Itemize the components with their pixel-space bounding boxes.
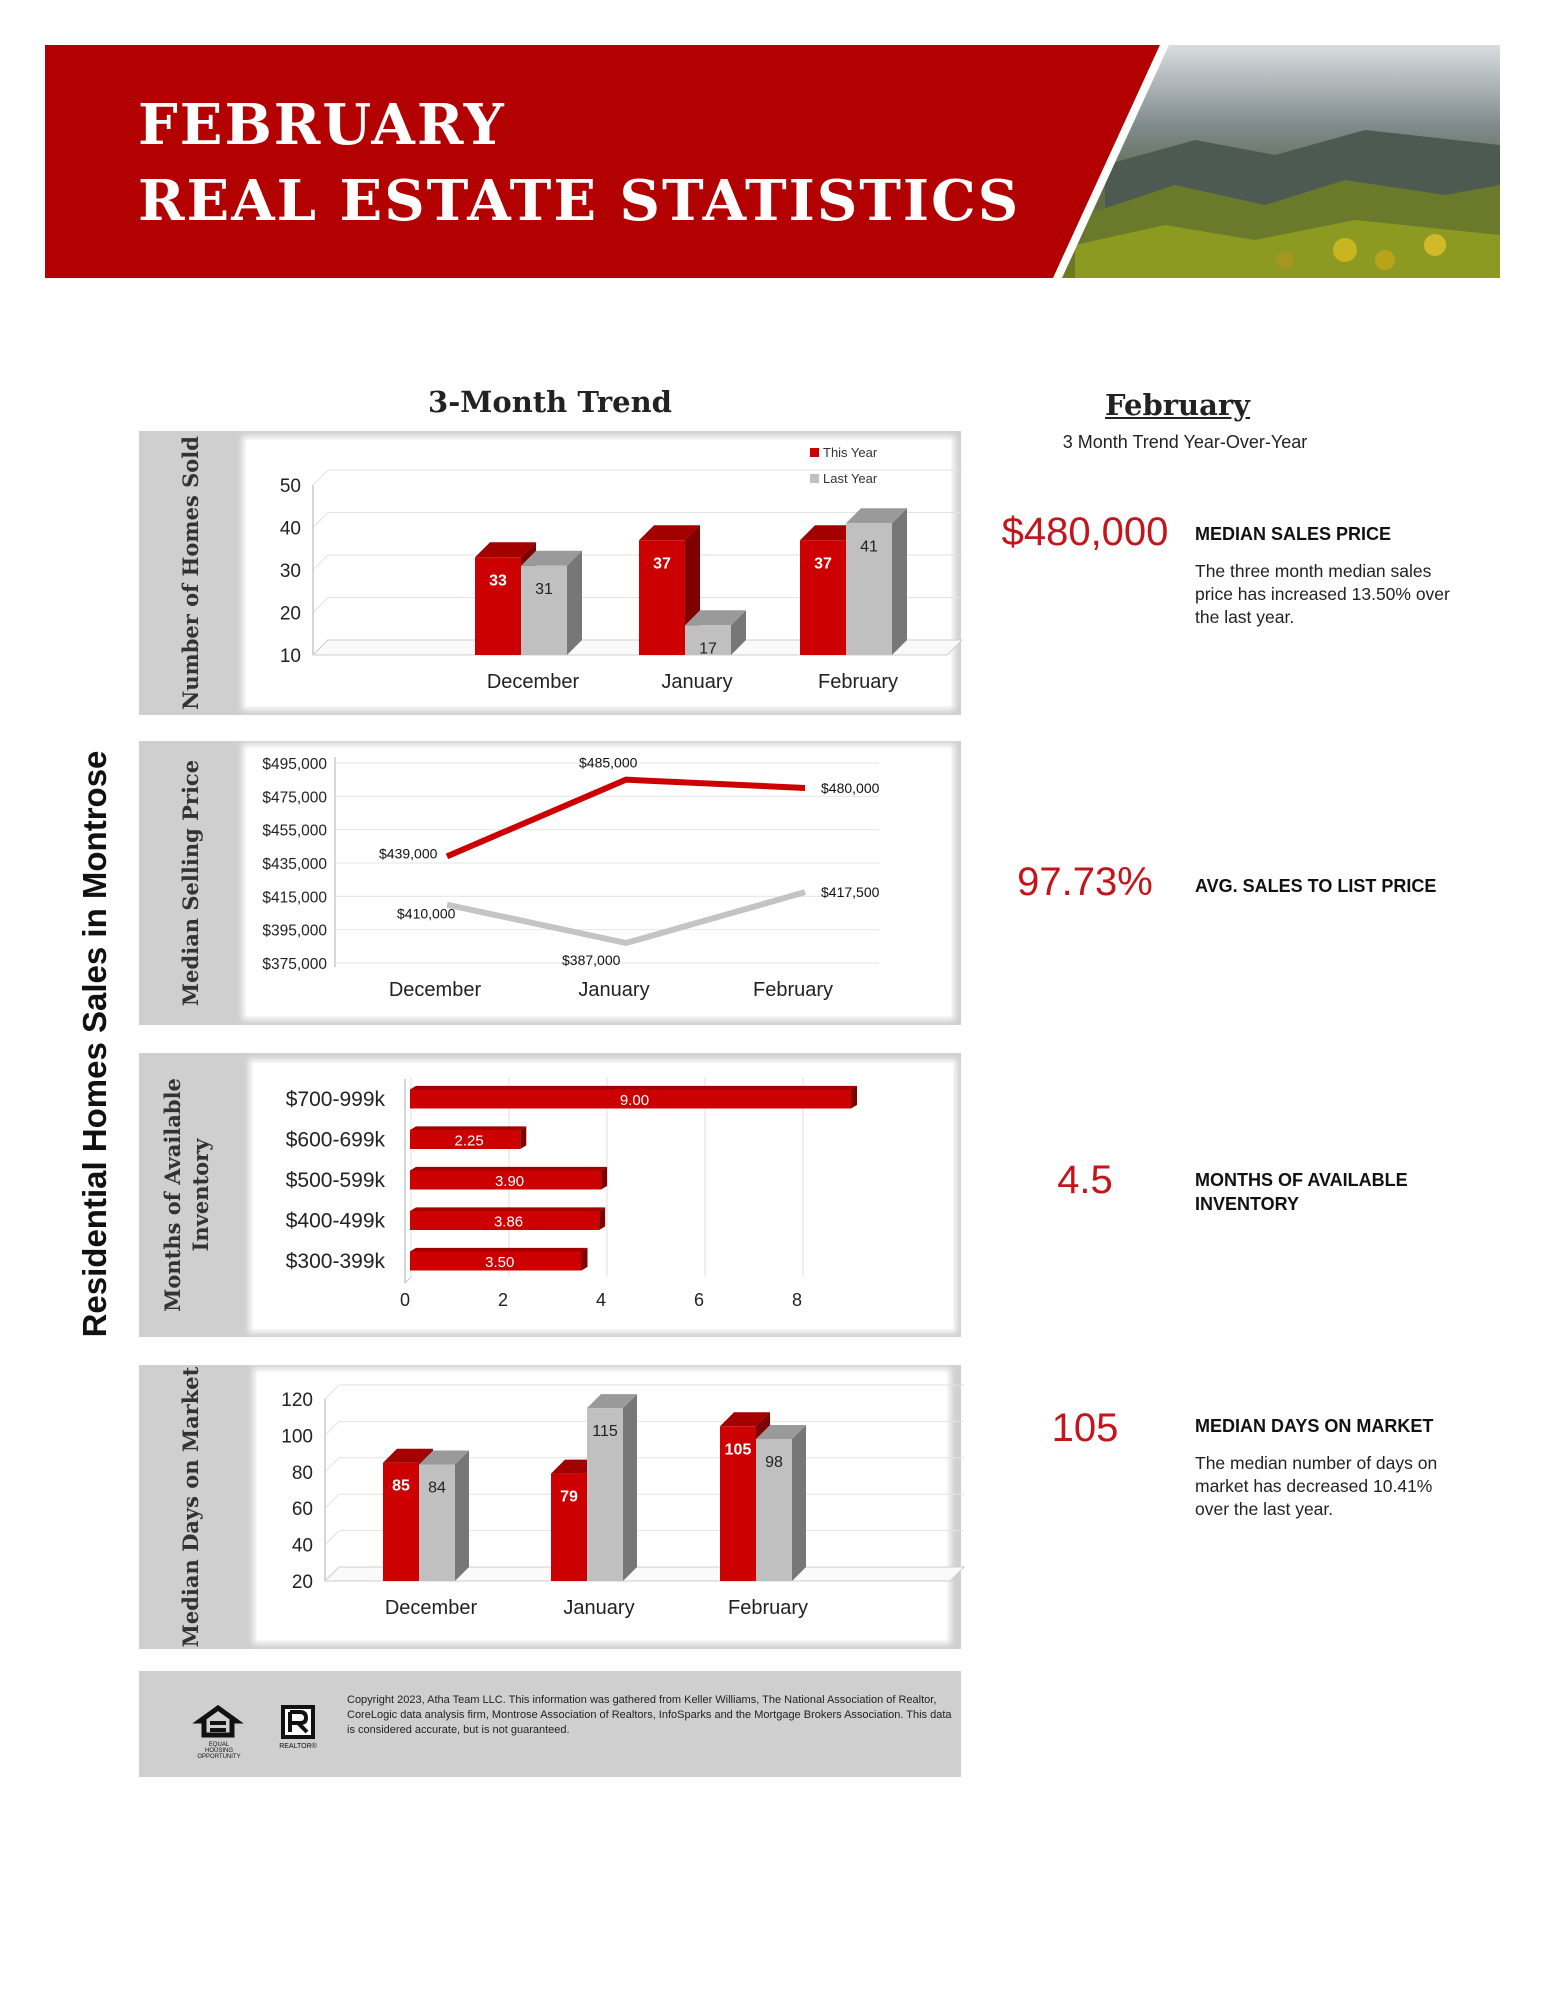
stat-value: $480,000 [1001,510,1169,554]
y-tick-label: 40 [279,518,301,540]
y-tick-label: 120 [281,1390,313,1411]
gridline-side [325,1421,339,1435]
data-label: 17 [699,640,717,658]
y-tick-label: 20 [291,1572,313,1593]
y-tick-label: 40 [291,1535,313,1557]
x-tick-label: January [578,979,650,1001]
stat-value: 4.5 [1057,1158,1113,1202]
legend-this-year: This Year [810,439,877,465]
x-tick-label: 2 [497,1290,509,1310]
bar-side [851,1086,857,1109]
title-line-1: FEBRUARY [138,92,506,158]
data-label: 3.50 [485,1254,515,1271]
data-label-last-year: $417,500 [821,884,880,901]
bar-last-year-side [623,1394,637,1581]
equal-housing-icon [200,1708,236,1735]
y-tick-label: $700-999k [285,1088,385,1111]
x-tick-label: January [563,1597,635,1619]
inventory-panel: Months of Available Inventory 0 2 4 6 8 $700-999k 9.00 $600-699k 2.25 $500-599k 3.90 $400-499k 3.86 $300-399k 3.50 [139,1053,961,1337]
y-tick-label: 100 [281,1426,313,1448]
data-label: 98 [765,1454,783,1472]
days-market-chart [139,1365,961,1649]
data-label: 2.25 [454,1132,484,1150]
data-label: 79 [560,1488,578,1506]
homes-sold-panel: Number of Homes Sold 50 40 30 20 10 December 33 31 January 37 17 February 37 41 This Year Last Year [139,431,961,715]
data-label-this-year: $485,000 [579,754,638,771]
realtor-icon [281,1705,315,1739]
homes-sold-legend [810,439,877,491]
x-tick-label: 0 [399,1290,411,1310]
data-label: 37 [653,555,671,573]
data-label-this-year: $480,000 [821,780,880,796]
x-tick-label: December [486,671,580,693]
y-tick-label: 60 [291,1499,313,1521]
axis-corner [405,1277,411,1283]
days-market-panel: Median Days on Market 120 100 80 60 40 20 December 85 84 January 79 115 February 105 98 [139,1365,961,1649]
bar-side [582,1248,588,1271]
y-tick-label: $455,000 [262,822,327,840]
x-tick-label: February [727,1597,809,1619]
y-tick-label: 30 [279,561,301,582]
data-label-this-year: $439,000 [379,845,438,862]
y-tick-label: $495,000 [262,756,327,773]
bar-last-year [521,566,567,655]
gridline-side [313,470,328,485]
stat-label: MONTHS OF AVAILABLE INVENTORY [1195,1170,1408,1214]
median-price-chart [139,741,961,1025]
y-tick-label: 80 [291,1462,313,1484]
trend-heading: 3-Month Trend [428,385,672,419]
footer-logos [139,1671,339,1777]
x-tick-label: 8 [791,1290,803,1310]
bar-top [410,1126,526,1130]
bar-top [410,1167,607,1171]
page-title [138,87,1020,239]
y-tick-label: $415,000 [262,889,327,907]
y-tick-label: $435,000 [262,856,327,873]
bar-top [410,1248,588,1252]
stat-label: AVG. SALES TO LIST PRICE [1195,876,1437,896]
bar-last-year-side [892,508,907,655]
legend-last-year: Last Year [810,465,877,491]
bar-last-year-side [792,1425,806,1581]
bar-last-year-side [567,551,582,655]
x-tick-label: February [752,979,834,1001]
y-tick-label: $400-499k [285,1209,385,1233]
gridline-side [313,513,328,528]
summary-title: February [1105,388,1251,422]
data-label: 115 [592,1423,618,1441]
stat-description: The three month median sales price has increased 13.50% over the last year. [1195,561,1450,627]
bar-side [599,1207,605,1230]
data-label: 37 [814,555,832,573]
line-last-year [447,892,805,943]
data-label: 3.86 [493,1213,524,1231]
gridline-side [325,1531,339,1545]
stat-description: The median number of days on market has decreased 10.41% over the last year. [1195,1453,1438,1519]
bar-side [601,1167,607,1190]
data-label: 105 [724,1441,752,1459]
legend-swatch [810,474,819,483]
x-tick-label: February [817,671,899,693]
title-line-2: REAL ESTATE STATISTICS [138,168,1021,234]
y-tick-label: $500-599k [285,1169,385,1192]
y-tick-label: 50 [279,476,301,497]
x-tick-label: 6 [693,1290,705,1310]
legend-swatch [810,448,819,457]
data-label: 33 [489,572,507,590]
bar-side [520,1126,526,1149]
gridline-side [313,598,328,613]
stat-value: 105 [1051,1406,1119,1450]
data-label: 31 [535,580,553,598]
data-label: 84 [428,1479,446,1497]
bar-top [410,1086,857,1090]
stat-value: 97.73% [1017,860,1153,904]
bar-last-year-side [455,1451,469,1581]
footer [139,1671,961,1777]
y-tick-label: $600-699k [285,1128,385,1152]
data-label: 85 [392,1477,410,1495]
gridline-side [325,1494,339,1508]
realtor-label: REALTOR® [279,1743,317,1750]
inventory-chart [139,1053,961,1337]
y-tick-label: $300-399k [285,1250,385,1273]
data-label: 3.90 [494,1173,525,1190]
x-tick-label: January [661,671,733,693]
data-label: 41 [860,538,878,556]
y-tick-label: $395,000 [262,922,327,940]
gridline-side [325,1458,339,1472]
stat-label: MEDIAN SALES PRICE [1195,524,1392,544]
summary-subtitle: 3 Month Trend Year-Over-Year [1062,432,1308,452]
data-label-last-year: $387,000 [562,952,621,968]
y-tick-label: $475,000 [262,789,327,807]
gridline-side [313,555,328,570]
equal-housing-label: EQUAL HOUSING OPPORTUNITY [197,1742,241,1760]
x-tick-label: December [388,979,482,1001]
header-banner [45,45,1500,278]
y-tick-label: $375,000 [262,956,327,973]
data-label: 9.00 [619,1092,650,1109]
bar-top [410,1207,605,1211]
x-tick-label: December [384,1597,478,1619]
data-label-last-year: $410,000 [397,905,456,922]
median-price-panel: Median Selling Price $495,000 $475,000 $455,000 $435,000 $415,000 $395,000 $375,000 December January February $439,000 $485,000 $480,000 $410,000 $387,000 $417,500 [139,741,961,1025]
y-tick-label: 20 [279,603,301,625]
copyright-text: Copyright 2023, Atha Team LLC. This information was gathered from Keller Williams, The National Association of Realtor, CoreLogic data analysis firm, Montrose Association of Realtors, InfoSparks and the Mortgage Brokers Association. This data is considered accurate, but is not guaranteed. [347,1694,952,1736]
gridline-side [325,1385,339,1399]
x-tick-label: 4 [595,1290,607,1310]
y-tick-label: 10 [279,646,301,667]
stat-label: MEDIAN DAYS ON MARKET [1195,1416,1434,1436]
line-this-year [447,780,805,857]
